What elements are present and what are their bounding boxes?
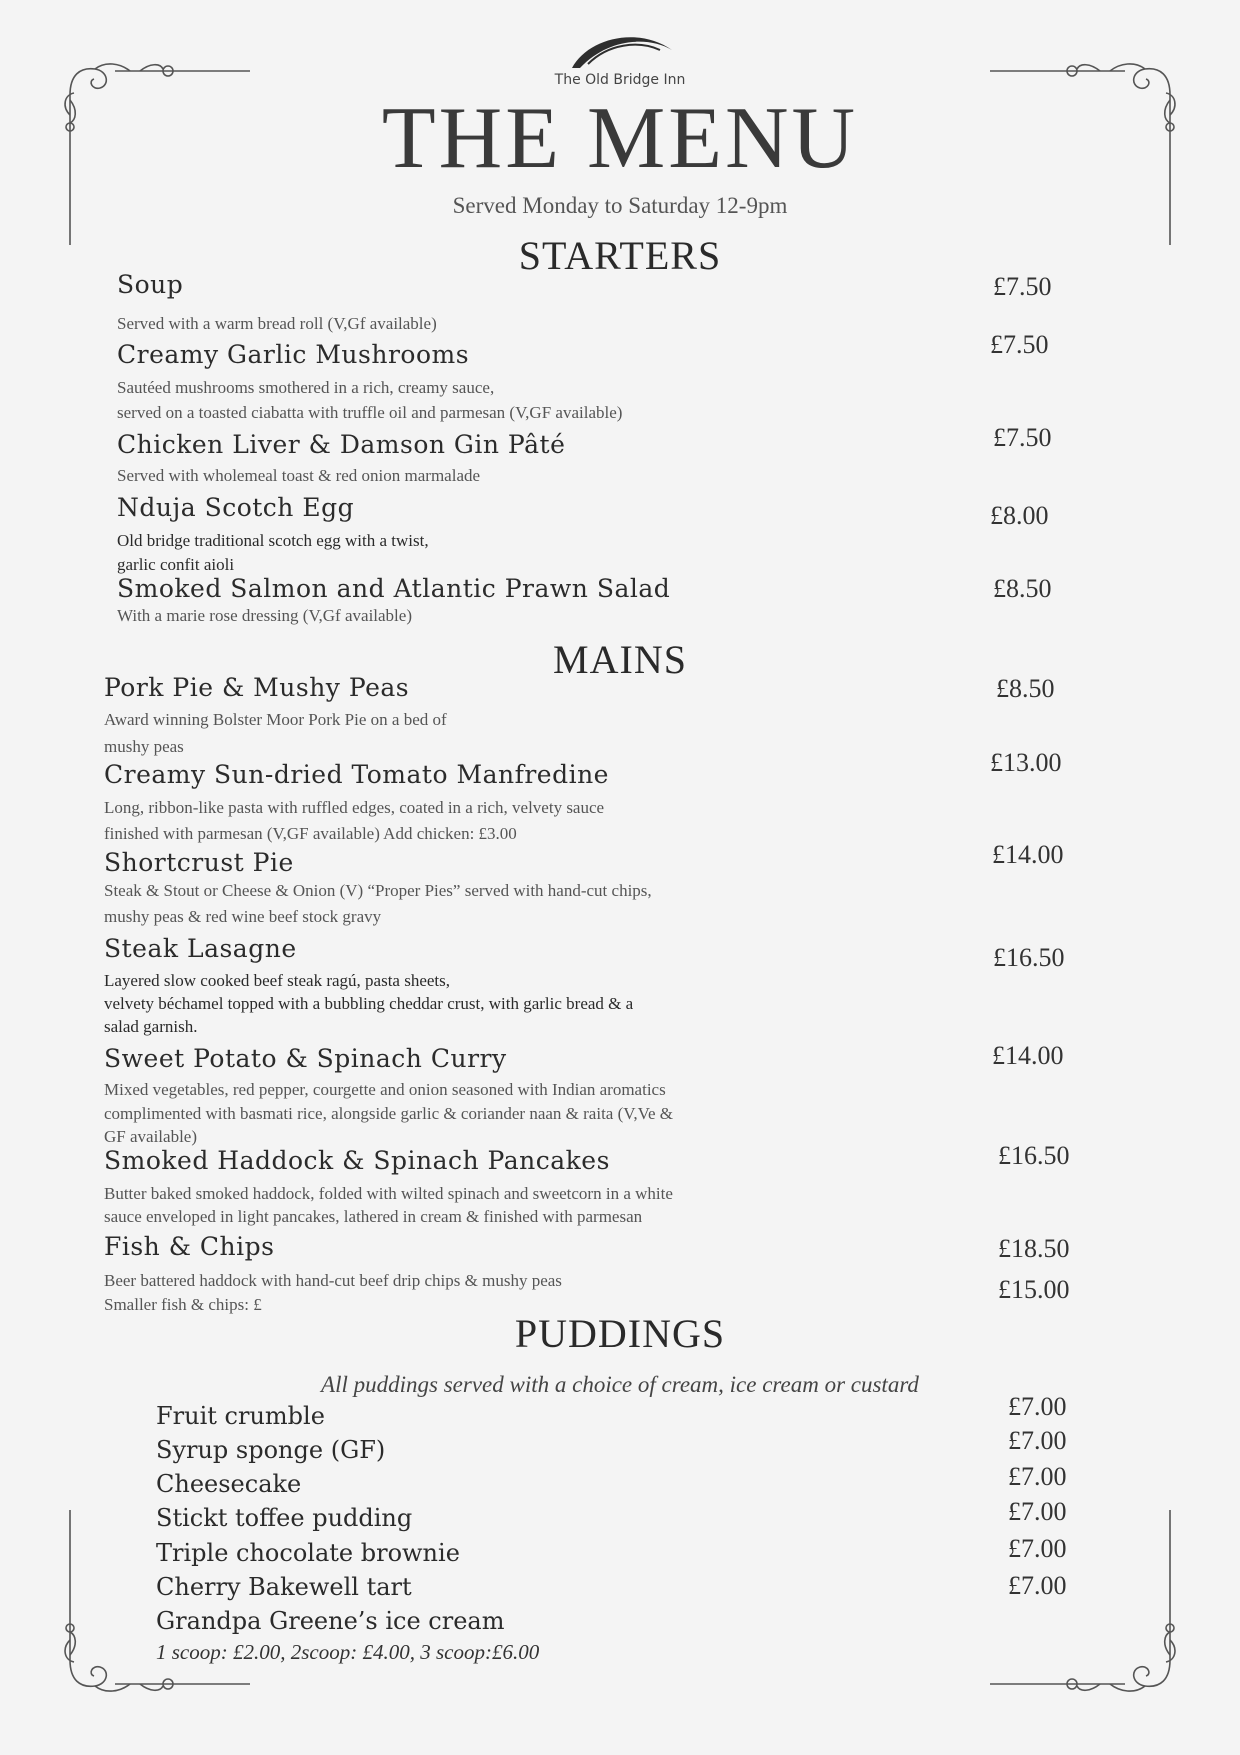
menu-item-desc: Mixed vegetables, red pepper, courgette and onion seasoned with Indian aromatics [104, 1080, 666, 1099]
section-heading-mains: MAINS [553, 637, 687, 682]
menu-item-name: Fish & Chips [104, 1232, 275, 1261]
menu-item-desc: Award winning Bolster Moor Pork Pie on a bed of [104, 710, 447, 729]
ice-cream-scoop-prices: 1 scoop: £2.00, 2scoop: £4.00, 3 scoop:£6.00 [156, 1640, 540, 1664]
menu-item-price: £16.50 [998, 1141, 1070, 1170]
section-heading-starters: STARTERS [518, 233, 722, 278]
bridge-logo-icon [568, 28, 678, 72]
menu-item-desc: Beer battered haddock with hand-cut beef drip chips & mushy peas [104, 1271, 562, 1290]
menu-item-name: Soup [117, 270, 184, 299]
menu-item-price: £14.00 [992, 840, 1064, 869]
menu-item-desc: sauce enveloped in light pancakes, lathered in cream & finished with parmesan [104, 1207, 643, 1226]
pudding-price: £7.00 [1008, 1426, 1067, 1455]
pudding-price: £7.00 [1008, 1534, 1067, 1563]
menu-item-desc: salad garnish. [104, 1017, 198, 1036]
menu-item-desc: mushy peas [104, 737, 184, 756]
menu-item-desc: finished with parmesan (V,GF available) Add chicken: £3.00 [104, 824, 517, 843]
menu-item-price: £8.50 [996, 674, 1055, 703]
menu-item-desc: Sautéed mushrooms smothered in a rich, creamy sauce, [117, 378, 495, 397]
menu-item-name: Sweet Potato & Spinach Curry [104, 1044, 507, 1073]
menu-item-name: Shortcrust Pie [104, 848, 294, 877]
pudding-name: Grandpa Greene’s ice cream [156, 1607, 505, 1635]
menu-item-desc: Layered slow cooked beef steak ragú, pasta sheets, [104, 971, 451, 990]
menu-item-price: £7.50 [990, 330, 1049, 359]
menu-item-name: Creamy Garlic Mushrooms [117, 340, 470, 369]
menu-item-desc: garlic confit aioli [117, 555, 235, 574]
menu-item-desc: served on a toasted ciabatta with truffle oil and parmesan (V,GF available) [117, 403, 623, 422]
menu-item-price-small: £15.00 [998, 1275, 1070, 1304]
menu-item-desc: Long, ribbon-like pasta with ruffled edges, coated in a rich, velvety sauce [104, 798, 605, 817]
menu-item-name: Pork Pie & Mushy Peas [104, 673, 410, 702]
menu-item-desc: Served with wholemeal toast & red onion marmalade [117, 466, 481, 485]
menu-item-desc: With a marie rose dressing (V,Gf available) [117, 606, 412, 625]
pudding-name: Syrup sponge (GF) [156, 1436, 386, 1464]
pudding-name: Stickt toffee pudding [156, 1504, 413, 1532]
pudding-price: £7.00 [1008, 1571, 1067, 1600]
menu-item-desc: Served with a warm bread roll (V,Gf available) [117, 314, 437, 333]
menu-item-desc: GF available) [104, 1127, 197, 1146]
menu-item-desc: Old bridge traditional scotch egg with a twist, [117, 531, 429, 550]
menu-item-desc: Smaller fish & chips: £ [104, 1295, 262, 1314]
menu-item-desc: velvety béchamel topped with a bubbling cheddar crust, with garlic bread & a [104, 994, 634, 1013]
page-title: THE MENU [381, 90, 859, 187]
menu-item-name: Nduja Scotch Egg [117, 493, 355, 522]
menu-item-price: £7.50 [993, 272, 1052, 301]
pudding-name: Cherry Bakewell tart [156, 1573, 412, 1601]
section-heading-puddings: PUDDINGS [514, 1311, 726, 1356]
menu-item-price: £18.50 [998, 1234, 1070, 1263]
serving-hours: Served Monday to Saturday 12-9pm [452, 193, 788, 218]
pudding-name: Triple chocolate brownie [156, 1539, 460, 1567]
menu-item-price: £13.00 [990, 748, 1062, 777]
menu-item-price: £7.50 [993, 423, 1052, 452]
menu-item-desc: mushy peas & red wine beef stock gravy [104, 907, 382, 926]
menu-item-price: £8.00 [990, 501, 1049, 530]
menu-item-name: Creamy Sun-dried Tomato Manfredine [104, 760, 609, 789]
puddings-note: All puddings served with a choice of cream, ice cream or custard [321, 1372, 919, 1397]
menu-item-name: Chicken Liver & Damson Gin Pâté [117, 430, 566, 459]
menu-item-price: £16.50 [993, 943, 1065, 972]
pudding-price: £7.00 [1008, 1497, 1067, 1526]
menu-item-name: Smoked Salmon and Atlantic Prawn Salad [117, 574, 671, 603]
menu-item-name: Smoked Haddock & Spinach Pancakes [104, 1146, 610, 1175]
menu-item-desc: Butter baked smoked haddock, folded with wilted spinach and sweetcorn in a white [104, 1184, 673, 1203]
pudding-name: Cheesecake [156, 1470, 302, 1498]
menu-item-price: £8.50 [993, 574, 1052, 603]
menu-item-price: £14.00 [992, 1041, 1064, 1070]
menu-item-desc: Steak & Stout or Cheese & Onion (V) “Proper Pies” served with hand-cut chips, [104, 881, 652, 900]
pudding-name: Fruit crumble [156, 1402, 325, 1430]
pudding-price: £7.00 [1008, 1462, 1067, 1491]
pudding-price: £7.00 [1008, 1392, 1067, 1421]
inn-name: The Old Bridge Inn [554, 72, 686, 88]
menu-item-name: Steak Lasagne [104, 934, 297, 963]
menu-item-desc: complimented with basmati rice, alongside garlic & coriander naan & raita (V,Ve & [104, 1104, 674, 1123]
